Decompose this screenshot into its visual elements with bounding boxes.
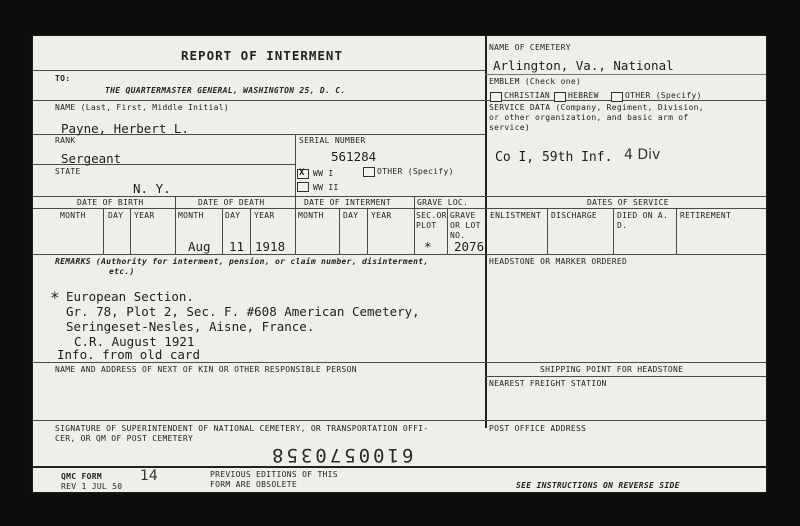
rule-remarks-bottom [33,362,485,363]
ww1-label: WW I [313,169,334,178]
death-year-label: YEAR [254,211,275,220]
emblem-christian-checkbox [490,92,502,102]
remarks-asterisk: * [50,288,60,307]
dates-of-service-header: DATES OF SERVICE [587,198,669,207]
remarks-label-2: etc.) [109,267,135,276]
previous-editions-1: PREVIOUS EDITIONS OF THIS [210,470,338,479]
previous-editions-2: FORM ARE OBSOLETE [210,480,297,489]
rule-to [33,100,485,101]
post-office-label: POST OFFICE ADDRESS [489,424,587,433]
enlistment-label: ENLISTMENT [490,211,542,220]
to-value: THE QUARTERMASTER GENERAL, WASHINGTON 25, D. C. [105,86,346,95]
rule-sub [547,208,548,254]
rule-cemetery [485,74,766,75]
war-other-label: OTHER (Specify) [377,167,454,176]
rule-sub [447,208,448,254]
service-data-handwritten: 4 Div [624,147,661,163]
rule-signature-top [33,420,766,421]
rule-dates-top [33,196,766,197]
next-of-kin-label: NAME AND ADDRESS OF NEXT OF KIN OR OTHER RESPONSIBLE PERSON [55,365,357,374]
remarks-line: Gr. 78, Plot 2, Sec. F. #608 American Cemetery, [66,304,420,319]
headstone-label: HEADSTONE OR MARKER ORDERED [489,257,628,266]
rule-shipping-sub [485,376,766,377]
rule-sub [222,208,223,254]
death-year-value: 1918 [255,239,286,254]
death-day-value: 11 [229,239,245,254]
birth-year-label: YEAR [134,211,155,220]
emblem-other-label: OTHER (Specify) [625,91,702,100]
sec-plot-label-2: PLOT [416,221,437,230]
service-data-label-3: service) [489,123,530,132]
remarks-line: European Section. [66,289,194,304]
service-data-label-1: SERVICE DATA (Company, Regiment, Division, [489,103,704,112]
rule-date-sep-2 [295,196,296,254]
remarks-line: Seringeset-Nesles, Aisne, France. [66,319,315,334]
name-label: NAME (Last, First, Middle Initial) [55,103,229,112]
interment-year-label: YEAR [371,211,392,220]
emblem-hebrew-label: HEBREW [568,91,599,100]
grave-location-header: GRAVE LOC. [417,198,469,207]
death-month-label: MONTH [178,211,204,220]
rule-sub [676,208,677,254]
rule-dates-sub [33,208,766,209]
rule-serial-left [295,134,296,196]
serial-number-label: SERIAL NUMBER [299,136,366,145]
rule-title [33,70,485,71]
rule-sub [613,208,614,254]
rule-sub [130,208,131,254]
serial-number-value: 561284 [331,149,377,164]
date-of-interment-header: DATE OF INTERMENT [304,198,391,207]
interment-report-card [33,36,766,492]
remarks-line: Info. from old card [57,347,200,362]
state-value: N. Y. [133,181,171,196]
died-on-label-1: DIED ON A. [617,211,669,220]
ww1-mark: X [299,168,305,178]
birth-day-label: DAY [108,211,124,220]
to-label: TO: [55,74,71,83]
birth-month-label: MONTH [60,211,86,220]
grave-lot-label-1: GRAVE [450,211,476,220]
interment-day-label: DAY [343,211,359,220]
service-data-value: Co I, 59th Inf. [495,150,613,165]
service-data-label-2: or other organization, and basic arm of [489,113,689,122]
remarks-label-1: REMARKS (Authority for interment, pension, or claim number, disinterment, [55,257,429,266]
signature-label-1: SIGNATURE OF SUPERINTENDENT OF NATIONAL CEMETERY, OR TRANSPORTATION OFFI- [55,424,429,433]
rule-shipping-top [485,362,766,363]
interment-month-label: MONTH [298,211,324,220]
section-value: * [424,239,432,254]
ww2-label: WW II [313,183,339,192]
sec-plot-label-1: SEC.OR [416,211,447,220]
rule-dates-bottom [33,254,766,255]
rank-value: Sergeant [61,151,122,166]
date-of-birth-header: DATE OF BIRTH [77,198,144,207]
form-label: QMC FORM [61,472,102,481]
rule-date-sep-3 [414,196,415,254]
emblem-christian-label: CHRISTIAN [504,91,551,100]
death-day-label: DAY [225,211,241,220]
retirement-label: RETIREMENT [680,211,732,220]
grave-lot-label-3: NO. [450,231,466,240]
died-on-label-2: D. [617,221,628,230]
cemetery-label: NAME OF CEMETERY [489,43,571,52]
discharge-label: DISCHARGE [551,211,598,220]
rank-label: RANK [55,136,76,145]
emblem-hebrew-checkbox [554,92,566,102]
rule-sub [103,208,104,254]
freight-station-label: NEAREST FREIGHT STATION [489,379,607,388]
form-number: 14 [140,468,158,484]
reverse-side-instructions: SEE INSTRUCTIONS ON REVERSE SIDE [516,481,680,490]
date-of-death-header: DATE OF DEATH [198,198,265,207]
remarks-line: C.R. August 1921 [74,334,195,349]
form-revision: REV 1 JUL 50 [61,482,123,491]
shipping-point-label: SHIPPING POINT FOR HEADSTONE [540,365,684,374]
emblem-label: EMBLEM (Check one) [489,77,582,86]
death-month-value: Aug [188,239,211,254]
cemetery-value: Arlington, Va., National [493,58,674,73]
rule-sub [250,208,251,254]
rule-sub [367,208,368,254]
ww2-checkbox [297,182,309,192]
main-divider [485,36,487,428]
grave-lot-label-2: OR LOT [450,221,481,230]
name-value: Payne, Herbert L. [61,121,189,136]
rule-date-sep-1 [175,196,176,254]
form-title: REPORT OF INTERMENT [181,48,343,63]
emblem-other-checkbox [611,92,623,102]
war-other-checkbox [363,167,375,177]
rule-sub [339,208,340,254]
state-label: STATE [55,167,81,176]
grave-number-value: 2076 [454,239,485,254]
stamped-number: 6100570358 [269,444,414,466]
signature-label-2: CER, OR QM OF POST CEMETERY [55,434,194,443]
